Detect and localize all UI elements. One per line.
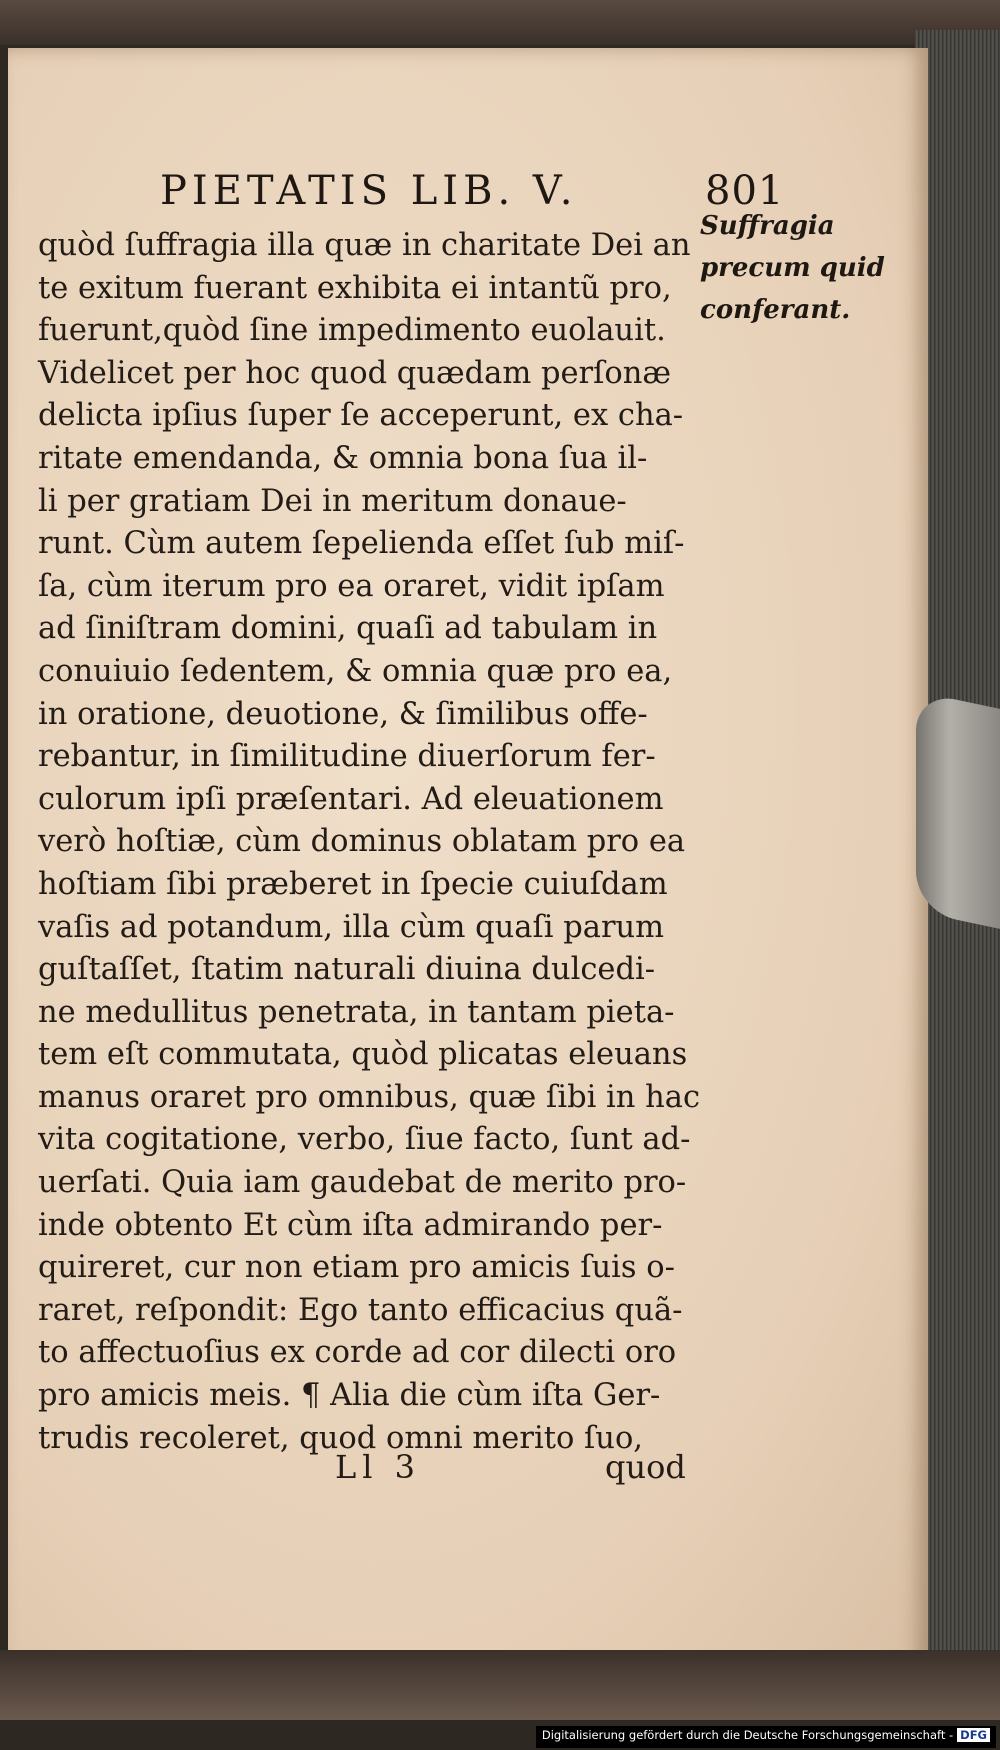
text-line: raret, reſpondit: Ego tanto efficacius quã- xyxy=(38,1292,683,1328)
credit-text: Digitalisierung gefördert durch die Deutsche Forschungsgemeinschaft - xyxy=(541,1728,954,1742)
signature-mark: Ll 3 xyxy=(335,1448,422,1486)
text-line: te exitum fuerant exhibita ei intantũ pro, xyxy=(38,270,672,306)
text-line: ritate emendanda, & omnia bona ſua il- xyxy=(38,440,648,476)
text-line: guſtaſſet, ſtatim naturali diuina dulcedi- xyxy=(38,952,656,988)
catchword: quod xyxy=(605,1448,686,1486)
text-line: Videlicet per hoc quod quædam perſonæ xyxy=(38,355,672,391)
text-line: inde obtento Et cùm iſta admirando per- xyxy=(38,1207,663,1243)
marginal-note xyxy=(700,205,900,331)
text-line: fuerunt,quòd ſine impedimento euolauit. xyxy=(38,313,666,349)
book-cover-top xyxy=(0,0,1000,45)
text-line: quireret, cur non etiam pro amicis ſuis o- xyxy=(38,1250,675,1286)
text-line: quòd ſuffragia illa quæ in charitate Dei an xyxy=(38,228,691,263)
text-line: delicta ipſius ſuper ſe acceperunt, ex cha- xyxy=(38,398,684,434)
page-clip xyxy=(916,691,1000,929)
text-line: hoſtiam ſibi præberet in ſpecie cuiuſdam xyxy=(38,866,668,902)
text-line: manus oraret pro omnibus, quæ ſibi in hac xyxy=(38,1079,701,1115)
marginal-line: Suffragia xyxy=(700,211,835,241)
text-line: uerſati. Quia iam gaudebat de merito pro- xyxy=(38,1165,687,1201)
marginal-line: precum quid xyxy=(700,253,885,283)
text-line: vita cogitatione, verbo, ſiue facto, ſunt ad- xyxy=(38,1122,691,1158)
text-line: verò hoſtiæ, cùm dominus oblatam pro ea xyxy=(38,824,686,860)
text-line: runt. Cùm autem ſepelienda eſſet ſub miſ- xyxy=(38,526,685,562)
text-line: to affectuoſius ex corde ad cor dilecti oro xyxy=(38,1335,677,1371)
book-cover-bottom xyxy=(0,1650,1000,1720)
text-line: vaſis ad potandum, illa cùm quaſi parum xyxy=(38,909,665,945)
text-line: conuiuio ſedentem, & omnia quæ pro ea, xyxy=(38,653,673,689)
text-line: tem eſt commutata, quòd plicatas eleuans xyxy=(38,1037,688,1073)
running-title: PIETATIS LIB. V. xyxy=(160,168,578,214)
digitization-credit xyxy=(536,1726,996,1748)
dfg-logo: DFG xyxy=(957,1728,990,1742)
text-line: trudis recoleret, quod omni merito ſuo, xyxy=(38,1420,643,1456)
page-footer xyxy=(0,1448,930,1498)
body-text xyxy=(38,225,703,1460)
text-line: ne medullitus penetrata, in tantam pieta- xyxy=(38,994,675,1030)
marginal-line: conferant. xyxy=(700,295,851,325)
text-line: in oratione, deuotione, & ſimilibus offe- xyxy=(38,696,648,732)
text-line: li per gratiam Dei in meritum donaue- xyxy=(38,483,627,519)
page-number: 801 xyxy=(705,168,785,214)
text-line: ſa, cùm iterum pro ea oraret, vidit ipſam xyxy=(38,568,665,604)
text-line: rebantur, in ſimilitudine diuerſorum fer- xyxy=(38,739,656,775)
text-line: pro amicis meis. ¶ Alia die cùm iſta Ger- xyxy=(38,1378,661,1414)
text-line: ad ſiniſtram domini, quaſi ad tabulam in xyxy=(38,611,658,647)
text-line: culorum ipſi præſentari. Ad eleuationem xyxy=(38,781,664,817)
